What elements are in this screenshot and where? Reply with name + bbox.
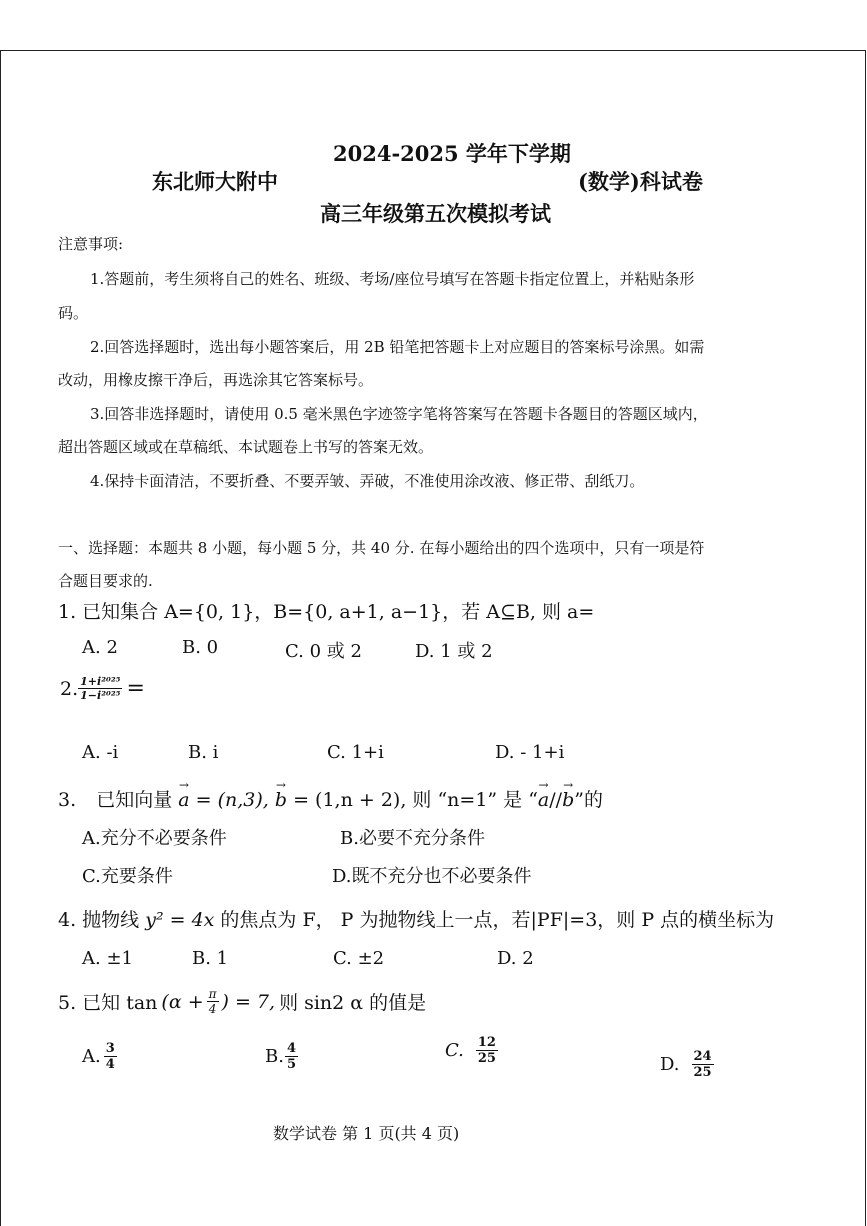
question-4-stem <box>58 905 774 932</box>
notice-item-1-cont: 码。 <box>58 304 89 322</box>
q4-option-c: C. ±2 <box>333 948 385 969</box>
question-2-stem <box>60 676 145 701</box>
notice-item-3: 3.回答非选择题时，请使用 0.5 毫米黑色字迹签字笔将答案写在答题卡各题目的答题区域内， <box>90 405 708 423</box>
q1-option-a: A. 2 <box>82 637 118 658</box>
q4-option-a: A. ±1 <box>82 948 133 969</box>
section-1-heading: 一、选择题：本题共 8 小题，每小题 5 分，共 40 分. 在每小题给出的四个选项中，只有一项是符 <box>58 539 705 557</box>
notice-item-4: 4.保持卡面清洁，不要折叠、不要弄皱、弄破，不准使用涂改液、修正带、刮纸刀。 <box>90 472 645 490</box>
q5-option-d-fraction <box>692 1050 714 1079</box>
q4-equation: y² = 4x <box>145 909 215 931</box>
q5-pi: π <box>208 987 217 1001</box>
q5-suffix: 则 sin2 α 的值是 <box>279 992 427 1014</box>
q3-option-d: D.既不充分也不必要条件 <box>332 866 532 887</box>
q2-option-b: B. i <box>188 742 219 763</box>
vector-b: → b <box>275 789 287 811</box>
q5-option-c-num: 12 <box>477 1035 496 1050</box>
q5-option-b-num: 4 <box>286 1041 296 1056</box>
q5-option-c-fraction <box>476 1036 498 1065</box>
q4-option-d: D. 2 <box>497 948 534 969</box>
q2-option-d: D. - 1+i <box>495 742 565 763</box>
q5-option-b-fraction <box>285 1042 298 1071</box>
notice-title: 注意事项: <box>58 235 124 253</box>
q2-option-c: C. 1+i <box>327 742 384 763</box>
q2-option-a: A. -i <box>82 742 119 763</box>
q4-suffix: 的焦点为 F， P 为抛物线上一点，若|PF|=3，则 P 点的横坐标为 <box>220 909 775 931</box>
q5-option-d-den: 25 <box>693 1065 712 1080</box>
q5-option-a-num: 3 <box>105 1041 115 1056</box>
q5-paren-open: (α + <box>161 990 204 1013</box>
q4-prefix: 4. 抛物线 <box>58 909 140 931</box>
q5-option-a <box>82 1042 117 1071</box>
subject-title: (数学)科试卷 <box>578 169 703 194</box>
q3-suffix: ”的 <box>574 789 603 811</box>
q2-numerator: 1+i²⁰²⁵ <box>80 675 121 688</box>
vector-b-2: → b <box>562 789 574 811</box>
exam-title: 高三年级第五次模拟考试 <box>320 201 551 226</box>
q5-option-a-fraction <box>104 1042 117 1071</box>
question-3-stem <box>58 785 603 812</box>
q3-vector-b-expr: = (1,n + 2), 则 “n=1” 是 “ <box>293 789 538 811</box>
q3-prefix: 已知向量 <box>96 789 173 811</box>
q5-option-d-num: 24 <box>693 1049 712 1064</box>
q5-option-d-label: D. <box>660 1054 680 1075</box>
vector-a-2: → a <box>538 789 549 811</box>
q1-option-d: D. 1 或 2 <box>415 641 493 662</box>
q5-option-b-den: 5 <box>286 1057 296 1072</box>
q1-option-b: B. 0 <box>182 637 219 658</box>
q5-four: 4 <box>208 1002 217 1016</box>
q2-denominator: 1−i²⁰²⁵ <box>80 689 121 702</box>
q5-option-c-den: 25 <box>477 1051 496 1066</box>
q5-option-c-label: C. <box>445 1040 464 1061</box>
q5-paren-close: ) = 7, <box>221 990 276 1013</box>
question-5-stem <box>58 988 426 1015</box>
q5-option-a-den: 4 <box>105 1057 115 1072</box>
q4-option-b: B. 1 <box>192 948 229 969</box>
notice-item-1: 1.答题前，考生须将自己的姓名、班级、考场/座位号填写在答题卡指定位置上，并粘贴条形 <box>90 270 695 288</box>
q5-option-a-label: A. <box>82 1046 101 1067</box>
notice-item-2-cont: 改动，用橡皮擦干净后，再选涂其它答案标号。 <box>58 371 374 389</box>
q3-parallel: // <box>549 789 563 811</box>
q3-option-c: C.充要条件 <box>82 866 173 887</box>
q5-option-c <box>445 1036 498 1065</box>
q5-prefix: 5. 已知 tan <box>58 992 158 1014</box>
q5-option-d <box>660 1050 714 1079</box>
q2-fraction <box>78 676 122 701</box>
notice-item-3-cont: 超出答题区域或在草稿纸、本试题卷上书写的答案无效。 <box>58 438 434 456</box>
q5-option-b <box>265 1042 298 1071</box>
year-term-title: 2024-2025 学年下学期 <box>333 141 571 166</box>
page-footer: 数学试卷 第 1 页(共 4 页) <box>273 1124 460 1143</box>
q3-option-a: A.充分不必要条件 <box>82 828 227 849</box>
q5-pi-over-4 <box>207 988 219 1015</box>
question-1-stem: 1. 已知集合 A={0, 1}，B={0, a+1, a−1}，若 A⊆B, 则 a= <box>58 601 595 623</box>
q2-number: 2. <box>60 677 79 700</box>
q3-vector-a-expr: = (n,3), <box>195 789 269 811</box>
school-name: 东北师大附中 <box>152 169 278 194</box>
q1-option-c: C. 0 或 2 <box>285 641 362 662</box>
q3-option-b: B.必要不充分条件 <box>340 828 485 849</box>
q3-number: 3. <box>58 789 77 811</box>
section-1-heading-cont: 合题目要求的. <box>58 572 153 590</box>
vector-a: → a <box>178 789 189 811</box>
q2-equals: = <box>126 676 145 701</box>
q5-option-b-label: B. <box>265 1046 284 1067</box>
notice-item-2: 2.回答选择题时，选出每小题答案后，用 2B 铅笔把答题卡上对应题目的答案标号涂黑。如需 <box>90 338 705 356</box>
